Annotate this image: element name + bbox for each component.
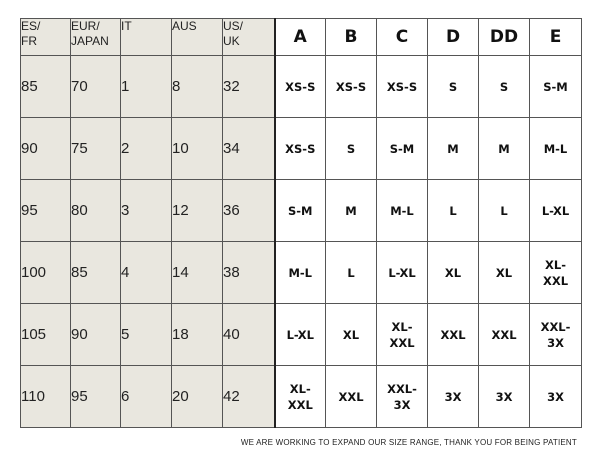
header-cup-b: B [326,19,377,56]
cell-it: 1 [121,56,172,118]
cell-cup-a: XS-S [275,118,326,180]
cell-it: 4 [121,242,172,304]
cell-cup-c: L-XL [377,242,428,304]
cell-cup-a: S-M [275,180,326,242]
cell-cup-e: XL- XXL [530,242,582,304]
cell-cup-a: XL- XXL [275,366,326,428]
cell-es-fr: 95 [21,180,71,242]
cell-us-uk: 38 [223,242,275,304]
table-row [21,56,582,118]
cell-cup-d: M [428,118,479,180]
cell-aus: 14 [172,242,223,304]
cell-es-fr: 110 [21,366,71,428]
cell-cup-c: XXL- 3X [377,366,428,428]
cell-cup-a: M-L [275,242,326,304]
cell-aus: 18 [172,304,223,366]
size-chart [20,18,581,428]
cell-it: 2 [121,118,172,180]
cell-cup-dd: L [479,180,530,242]
cell-cup-dd: S [479,56,530,118]
size-chart-table [20,18,582,428]
cell-cup-e: 3X [530,366,582,428]
cell-eur-japan: 95 [71,366,121,428]
cell-cup-a: XS-S [275,56,326,118]
header-eur-japan: EUR/ JAPAN [71,19,121,56]
cell-cup-e: M-L [530,118,582,180]
header-cup-a: A [275,19,326,56]
cell-us-uk: 34 [223,118,275,180]
cell-es-fr: 90 [21,118,71,180]
table-row [21,180,582,242]
cell-cup-b: L [326,242,377,304]
cell-cup-c: XL- XXL [377,304,428,366]
header-row [21,19,582,56]
cell-cup-d: 3X [428,366,479,428]
cell-us-uk: 42 [223,366,275,428]
cell-cup-b: XL [326,304,377,366]
cell-it: 6 [121,366,172,428]
cell-it: 5 [121,304,172,366]
header-cup-dd: DD [479,19,530,56]
cell-cup-c: M-L [377,180,428,242]
cell-cup-d: XL [428,242,479,304]
cell-cup-c: XS-S [377,56,428,118]
cell-us-uk: 36 [223,180,275,242]
header-cup-e: E [530,19,582,56]
cell-es-fr: 85 [21,56,71,118]
cell-cup-d: L [428,180,479,242]
cell-us-uk: 40 [223,304,275,366]
cell-aus: 10 [172,118,223,180]
cell-cup-b: XS-S [326,56,377,118]
table-row [21,118,582,180]
cell-cup-dd: XL [479,242,530,304]
cell-cup-b: S [326,118,377,180]
cell-cup-dd: M [479,118,530,180]
cell-eur-japan: 80 [71,180,121,242]
table-row [21,304,582,366]
header-es-fr: ES/ FR [21,19,71,56]
cell-cup-c: S-M [377,118,428,180]
cell-cup-d: S [428,56,479,118]
cell-eur-japan: 75 [71,118,121,180]
cell-cup-d: XXL [428,304,479,366]
table-row [21,366,582,428]
cell-eur-japan: 85 [71,242,121,304]
cell-es-fr: 105 [21,304,71,366]
cell-cup-dd: XXL [479,304,530,366]
cell-cup-b: XXL [326,366,377,428]
header-aus: AUS [172,19,223,56]
table-row [21,242,582,304]
cell-eur-japan: 90 [71,304,121,366]
cell-es-fr: 100 [21,242,71,304]
cell-aus: 12 [172,180,223,242]
cell-cup-e: S-M [530,56,582,118]
cell-cup-e: XXL- 3X [530,304,582,366]
cell-aus: 20 [172,366,223,428]
cell-it: 3 [121,180,172,242]
footer-note: WE ARE WORKING TO EXPAND OUR SIZE RANGE, THANK YOU FOR BEING PATIENT [240,438,577,447]
header-cup-c: C [377,19,428,56]
header-it: IT [121,19,172,56]
cell-eur-japan: 70 [71,56,121,118]
header-us-uk: US/ UK [223,19,275,56]
cell-cup-b: M [326,180,377,242]
header-cup-d: D [428,19,479,56]
cell-us-uk: 32 [223,56,275,118]
cell-aus: 8 [172,56,223,118]
cell-cup-dd: 3X [479,366,530,428]
cell-cup-e: L-XL [530,180,582,242]
cell-cup-a: L-XL [275,304,326,366]
